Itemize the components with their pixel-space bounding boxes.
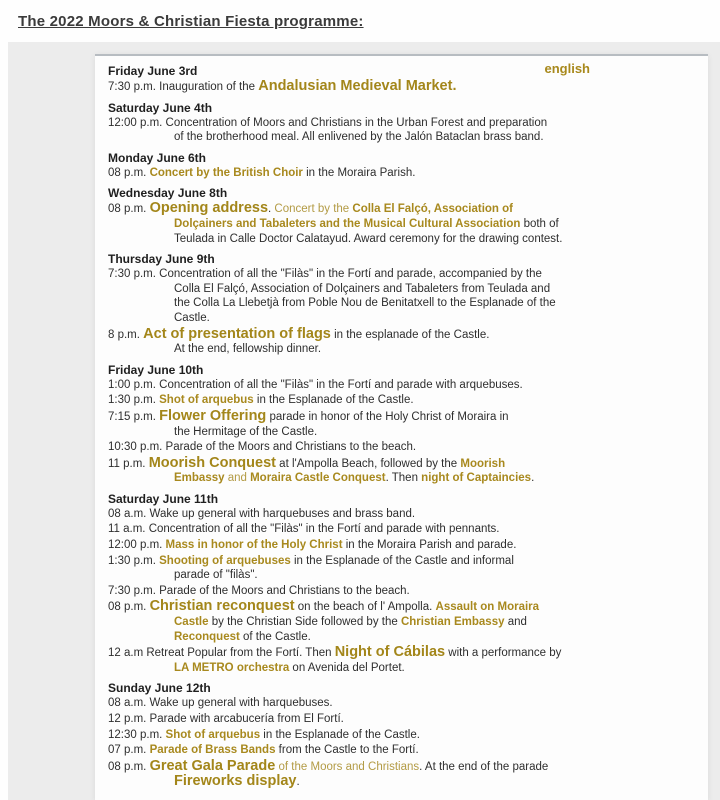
event-text: Colla El Falçó, Association of Dolçainers and Tabaleters from Teulada and bbox=[174, 282, 551, 295]
event-highlight: Fireworks display bbox=[174, 773, 297, 790]
programme-section bbox=[108, 64, 696, 95]
event-line bbox=[108, 728, 696, 743]
event-line bbox=[108, 599, 696, 644]
event-highlight: night of Captaincies bbox=[421, 472, 532, 485]
event-text: 7:30 p.m. Parade of the Moors and Christians to the beach. bbox=[108, 584, 410, 597]
event-text: 08 p.m. bbox=[108, 601, 150, 614]
event-line bbox=[108, 554, 696, 583]
event-highlight: Andalusian Medieval Market. bbox=[258, 78, 457, 94]
event-text: 11 p.m. bbox=[108, 457, 149, 470]
programme-section bbox=[108, 186, 696, 246]
event-text: 11 a.m. Concentration of all the "Filàs" in the Fortí and parade with pennants. bbox=[108, 523, 500, 536]
event-highlight: Night of Cábilas bbox=[334, 644, 446, 661]
event-line bbox=[108, 584, 696, 599]
programme-sections bbox=[108, 62, 696, 791]
event-line bbox=[108, 538, 696, 553]
event-text: on Avenida del Portet. bbox=[289, 661, 405, 674]
event-text: . bbox=[531, 472, 535, 485]
event-highlight: of the Moors and Christians bbox=[278, 760, 420, 773]
section-date: Thursday June 9th bbox=[108, 252, 215, 267]
programme-section bbox=[108, 252, 696, 357]
page-title: The 2022 Moors & Christian Fiesta programme: bbox=[18, 13, 364, 30]
event-highlight: and bbox=[224, 472, 251, 485]
event-text: in the Esplanade of the Castle. bbox=[260, 728, 420, 741]
event-highlight: Flower Offering bbox=[159, 407, 267, 424]
event-text: . bbox=[296, 776, 300, 789]
event-highlight: Assault on Moraira bbox=[435, 601, 540, 614]
event-text: by the Christian Side followed by the bbox=[208, 616, 401, 629]
event-text: 1:00 p.m. Concentration of all the "Filàs" in the Fortí and parade with arquebuses. bbox=[108, 378, 523, 391]
event-highlight: Moorish bbox=[460, 457, 506, 470]
event-text: in the Moraira Parish and parade. bbox=[342, 539, 517, 552]
event-text: with a performance by bbox=[445, 647, 562, 660]
event-text: 1:30 p.m. bbox=[108, 394, 160, 407]
event-highlight: Reconquest bbox=[174, 630, 240, 643]
event-text: 12:00 p.m. Concentration of Moors and Christians in the Urban Forest and preparation bbox=[108, 116, 548, 129]
event-line bbox=[108, 327, 696, 357]
section-date: Saturday June 4th bbox=[108, 100, 213, 115]
document-backdrop bbox=[8, 42, 720, 800]
event-line bbox=[108, 79, 696, 95]
event-line bbox=[108, 409, 696, 439]
event-text: 12:00 p.m. bbox=[108, 539, 166, 552]
event-highlight: Act of presentation of flags bbox=[143, 325, 331, 342]
event-text: Castle. bbox=[174, 311, 210, 324]
language-label: english bbox=[544, 61, 590, 76]
event-line bbox=[108, 166, 696, 181]
event-text: in the Esplanade of the Castle. bbox=[253, 394, 414, 407]
section-date: Saturday June 11th bbox=[108, 491, 219, 506]
section-date: Sunday June 12th bbox=[108, 681, 211, 696]
event-text: both of bbox=[520, 217, 559, 230]
event-text: 12:30 p.m. bbox=[108, 728, 166, 741]
event-text: the Colla La Llebetjà from Poble Nou de Benitatxell to the Esplanade of the bbox=[174, 297, 556, 310]
event-highlight: Christian reconquest bbox=[149, 598, 295, 615]
programme-section bbox=[108, 101, 696, 145]
event-text: the Hermitage of the Castle. bbox=[174, 425, 318, 438]
event-text: 08 a.m. Wake up general with harquebuses and brass band. bbox=[108, 507, 416, 520]
event-line bbox=[108, 743, 696, 758]
event-text: . Then bbox=[385, 472, 422, 485]
event-line bbox=[108, 440, 696, 455]
event-highlight: Concert by the British Choir bbox=[149, 166, 303, 179]
event-line bbox=[108, 507, 696, 522]
programme-section bbox=[108, 363, 696, 486]
event-highlight: Mass in honor of the Holy Christ bbox=[165, 539, 343, 552]
event-text: 1:30 p.m. bbox=[108, 554, 160, 567]
event-text: in the esplanade of the Castle. bbox=[330, 328, 490, 341]
event-highlight: Shot of arquebus bbox=[159, 394, 254, 407]
event-highlight: Opening address bbox=[149, 200, 269, 217]
event-text: Teulada in Calle Doctor Calatayud. Award ceremony for the drawing contest. bbox=[174, 232, 563, 245]
event-line bbox=[108, 712, 696, 727]
event-highlight: Parade of Brass Bands bbox=[149, 744, 276, 757]
event-text: of the Castle. bbox=[239, 630, 311, 643]
section-date: Wednesday June 8th bbox=[108, 186, 228, 201]
event-text: At the end, fellowship dinner. bbox=[174, 343, 322, 356]
event-text: . At the end of the parade bbox=[419, 760, 549, 773]
event-text: from the Castle to the Fortí. bbox=[275, 744, 419, 757]
event-highlight: Moraira Castle Conquest bbox=[250, 472, 386, 485]
event-line bbox=[108, 267, 696, 325]
event-text: parade in honor of the Holy Christ of Moraira in bbox=[266, 410, 509, 423]
event-text: 07 p.m. bbox=[108, 744, 150, 757]
event-highlight: Christian Embassy bbox=[400, 616, 505, 629]
event-text: and bbox=[504, 616, 527, 629]
event-text: 7:30 p.m. Inauguration of the bbox=[108, 81, 259, 93]
event-highlight: Great Gala Parade bbox=[149, 757, 276, 774]
event-line bbox=[108, 116, 696, 145]
event-text: 12 a.m Retreat Popular from the Fortí. Then bbox=[108, 647, 335, 660]
event-text: in the Moraira Parish. bbox=[302, 166, 416, 179]
event-highlight: Shooting of arquebuses bbox=[159, 554, 291, 567]
event-highlight: Castle bbox=[174, 616, 209, 629]
event-highlight: Embassy bbox=[174, 472, 225, 485]
section-date: Friday June 3rd bbox=[108, 64, 198, 78]
event-line bbox=[108, 645, 696, 675]
event-text: 7:15 p.m. bbox=[108, 410, 160, 423]
programme-section bbox=[108, 151, 696, 181]
event-text: . bbox=[268, 203, 275, 216]
event-line bbox=[108, 201, 696, 246]
event-text: in the Esplanade of the Castle and informal bbox=[290, 554, 514, 567]
programme-section bbox=[108, 492, 696, 676]
event-highlight: Moorish Conquest bbox=[148, 454, 276, 471]
event-text: at l'Ampolla Beach, followed by the bbox=[275, 457, 461, 470]
event-text: 8 p.m. bbox=[108, 328, 144, 341]
event-text: 7:30 p.m. Concentration of all the "Filàs" in the Fortí and parade, accompanied by the bbox=[108, 268, 542, 281]
event-text: 08 p.m. bbox=[108, 203, 150, 216]
event-highlight: Shot of arquebus bbox=[165, 728, 261, 741]
event-text: of the brotherhood meal. All enlivened by the Jalón Bataclan brass band. bbox=[174, 131, 544, 144]
event-text: 10:30 p.m. Parade of the Moors and Christians to the beach. bbox=[108, 441, 417, 454]
event-text: parade of "filàs". bbox=[174, 569, 258, 582]
event-text: 12 p.m. Parade with arcabucería from El Fortí. bbox=[108, 713, 344, 725]
event-highlight: LA METRO orchestra bbox=[174, 661, 290, 674]
event-line bbox=[108, 696, 696, 711]
event-text: 08 a.m. Wake up general with harquebuses. bbox=[108, 697, 333, 710]
section-date: Monday June 6th bbox=[108, 150, 207, 165]
event-text: 08 p.m. bbox=[108, 166, 150, 179]
programme-section bbox=[108, 681, 696, 790]
event-text: 08 p.m. bbox=[108, 760, 150, 773]
event-highlight: Dolçainers and Tabaleters and the Musical Cultural Association bbox=[174, 217, 521, 230]
event-line bbox=[108, 393, 696, 408]
section-date: Friday June 10th bbox=[108, 362, 204, 377]
event-text: on the beach of l' Ampolla. bbox=[294, 601, 436, 614]
event-line bbox=[108, 378, 696, 393]
event-line bbox=[108, 759, 696, 790]
event-highlight: Concert by the bbox=[274, 203, 353, 216]
event-line bbox=[108, 456, 696, 486]
event-line bbox=[108, 522, 696, 537]
event-highlight: Colla El Falçó, Association of bbox=[352, 203, 513, 216]
programme-document bbox=[95, 54, 708, 800]
